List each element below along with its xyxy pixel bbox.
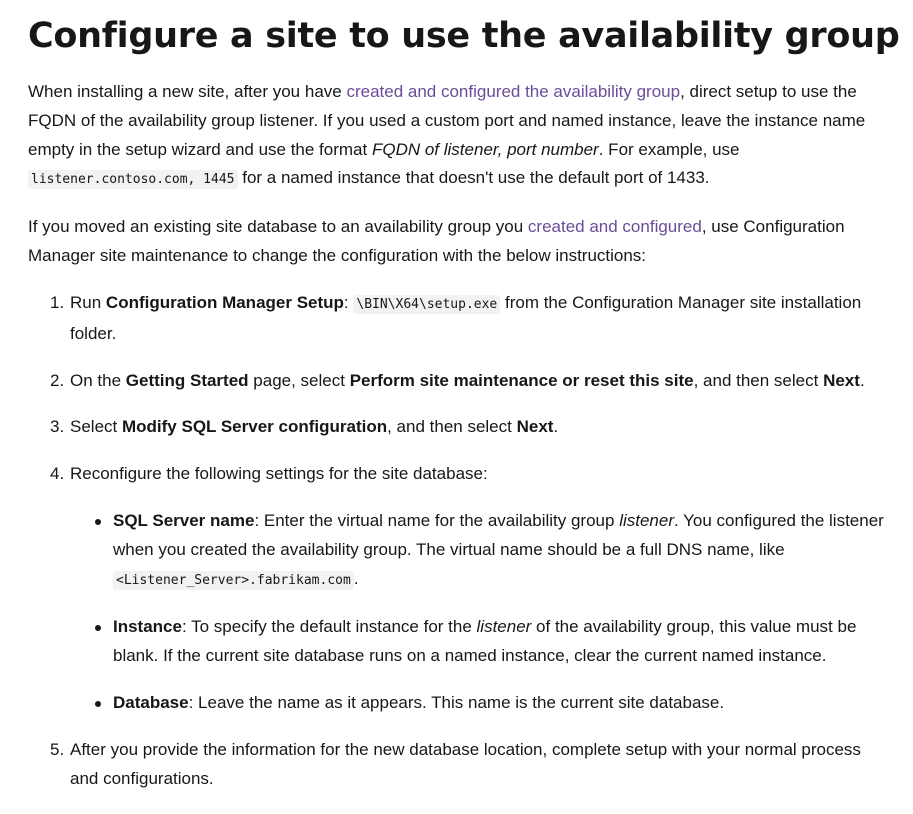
page-title: Configure a site to use the availability group bbox=[28, 16, 900, 56]
bullet-icon bbox=[95, 519, 101, 525]
listener-code: listener.contoso.com, 1445 bbox=[28, 170, 238, 189]
settings-list bbox=[70, 507, 888, 718]
bullet-icon bbox=[95, 625, 101, 631]
step-3: 3. Select Modify SQL Server configuration, and then select Next. bbox=[50, 417, 559, 437]
created-configured-link[interactable]: created and configured bbox=[527, 217, 702, 236]
listener-server-code: <Listener_Server>.fabrikam.com bbox=[113, 571, 354, 590]
step-1: 1. Run Configuration Manager Setup: \BIN\X64\setup.exe from the Configuration Manager site installation folder. bbox=[50, 293, 862, 343]
setting-database: Database: Leave the name as it appears. This name is the current site database. bbox=[70, 689, 888, 718]
bullet-icon bbox=[95, 701, 101, 707]
intro-paragraph: When installing a new site, after you have created and configured the availability group, direct setup to use the FQDN of the availability group listener. If you used a custom port and named instance, leave the instance name empty in the setup wizard and use the format FQDN of listener, port number. For example, use listener.contoso.com, 1445 for a named instance that doesn't use the default port of 1433. bbox=[28, 82, 866, 188]
step-4: 4. Reconfigure the following settings for the site database: SQL Server name: Enter the virtual name for the availability group listener. You configured the listener when you created the availability group. The virtual name should be a full DNS name, like <Listener_Server>.fabrikam.com . Instance: To specify the default instance for the listener of the availability group, this value must be blank. If the current site database runs on a named instance, clear the current named instance. Database: Leave the name as it appears. This name is the current site database. bbox=[28, 460, 888, 718]
setting-sql-server-name: SQL Server name: Enter the virtual name for the availability group listener. You configured the listener when you created the availability group. The virtual name should be a full DNS name, like <Listener_Server>.fabrikam.com . bbox=[70, 507, 888, 595]
moved-site-paragraph: If you moved an existing site database to an availability group you created and configured, use Configuration Manager site maintenance to change the configuration with the below instructions: bbox=[28, 217, 845, 265]
setup-exe-code: \BIN\X64\setup.exe bbox=[353, 295, 500, 314]
setting-instance: Instance: To specify the default instance for the listener of the availability group, this value must be blank. If the current site database runs on a named instance, clear the current named instance. bbox=[70, 613, 888, 671]
availability-group-link[interactable]: created and configured the availability group bbox=[346, 82, 681, 101]
step-2: 2. On the Getting Started page, select Perform site maintenance or reset this site, and then select Next. bbox=[50, 370, 865, 390]
step-5: 5. After you provide the information for the new database location, complete setup with your normal process and configurations. bbox=[50, 739, 861, 788]
steps-list bbox=[28, 289, 888, 793]
